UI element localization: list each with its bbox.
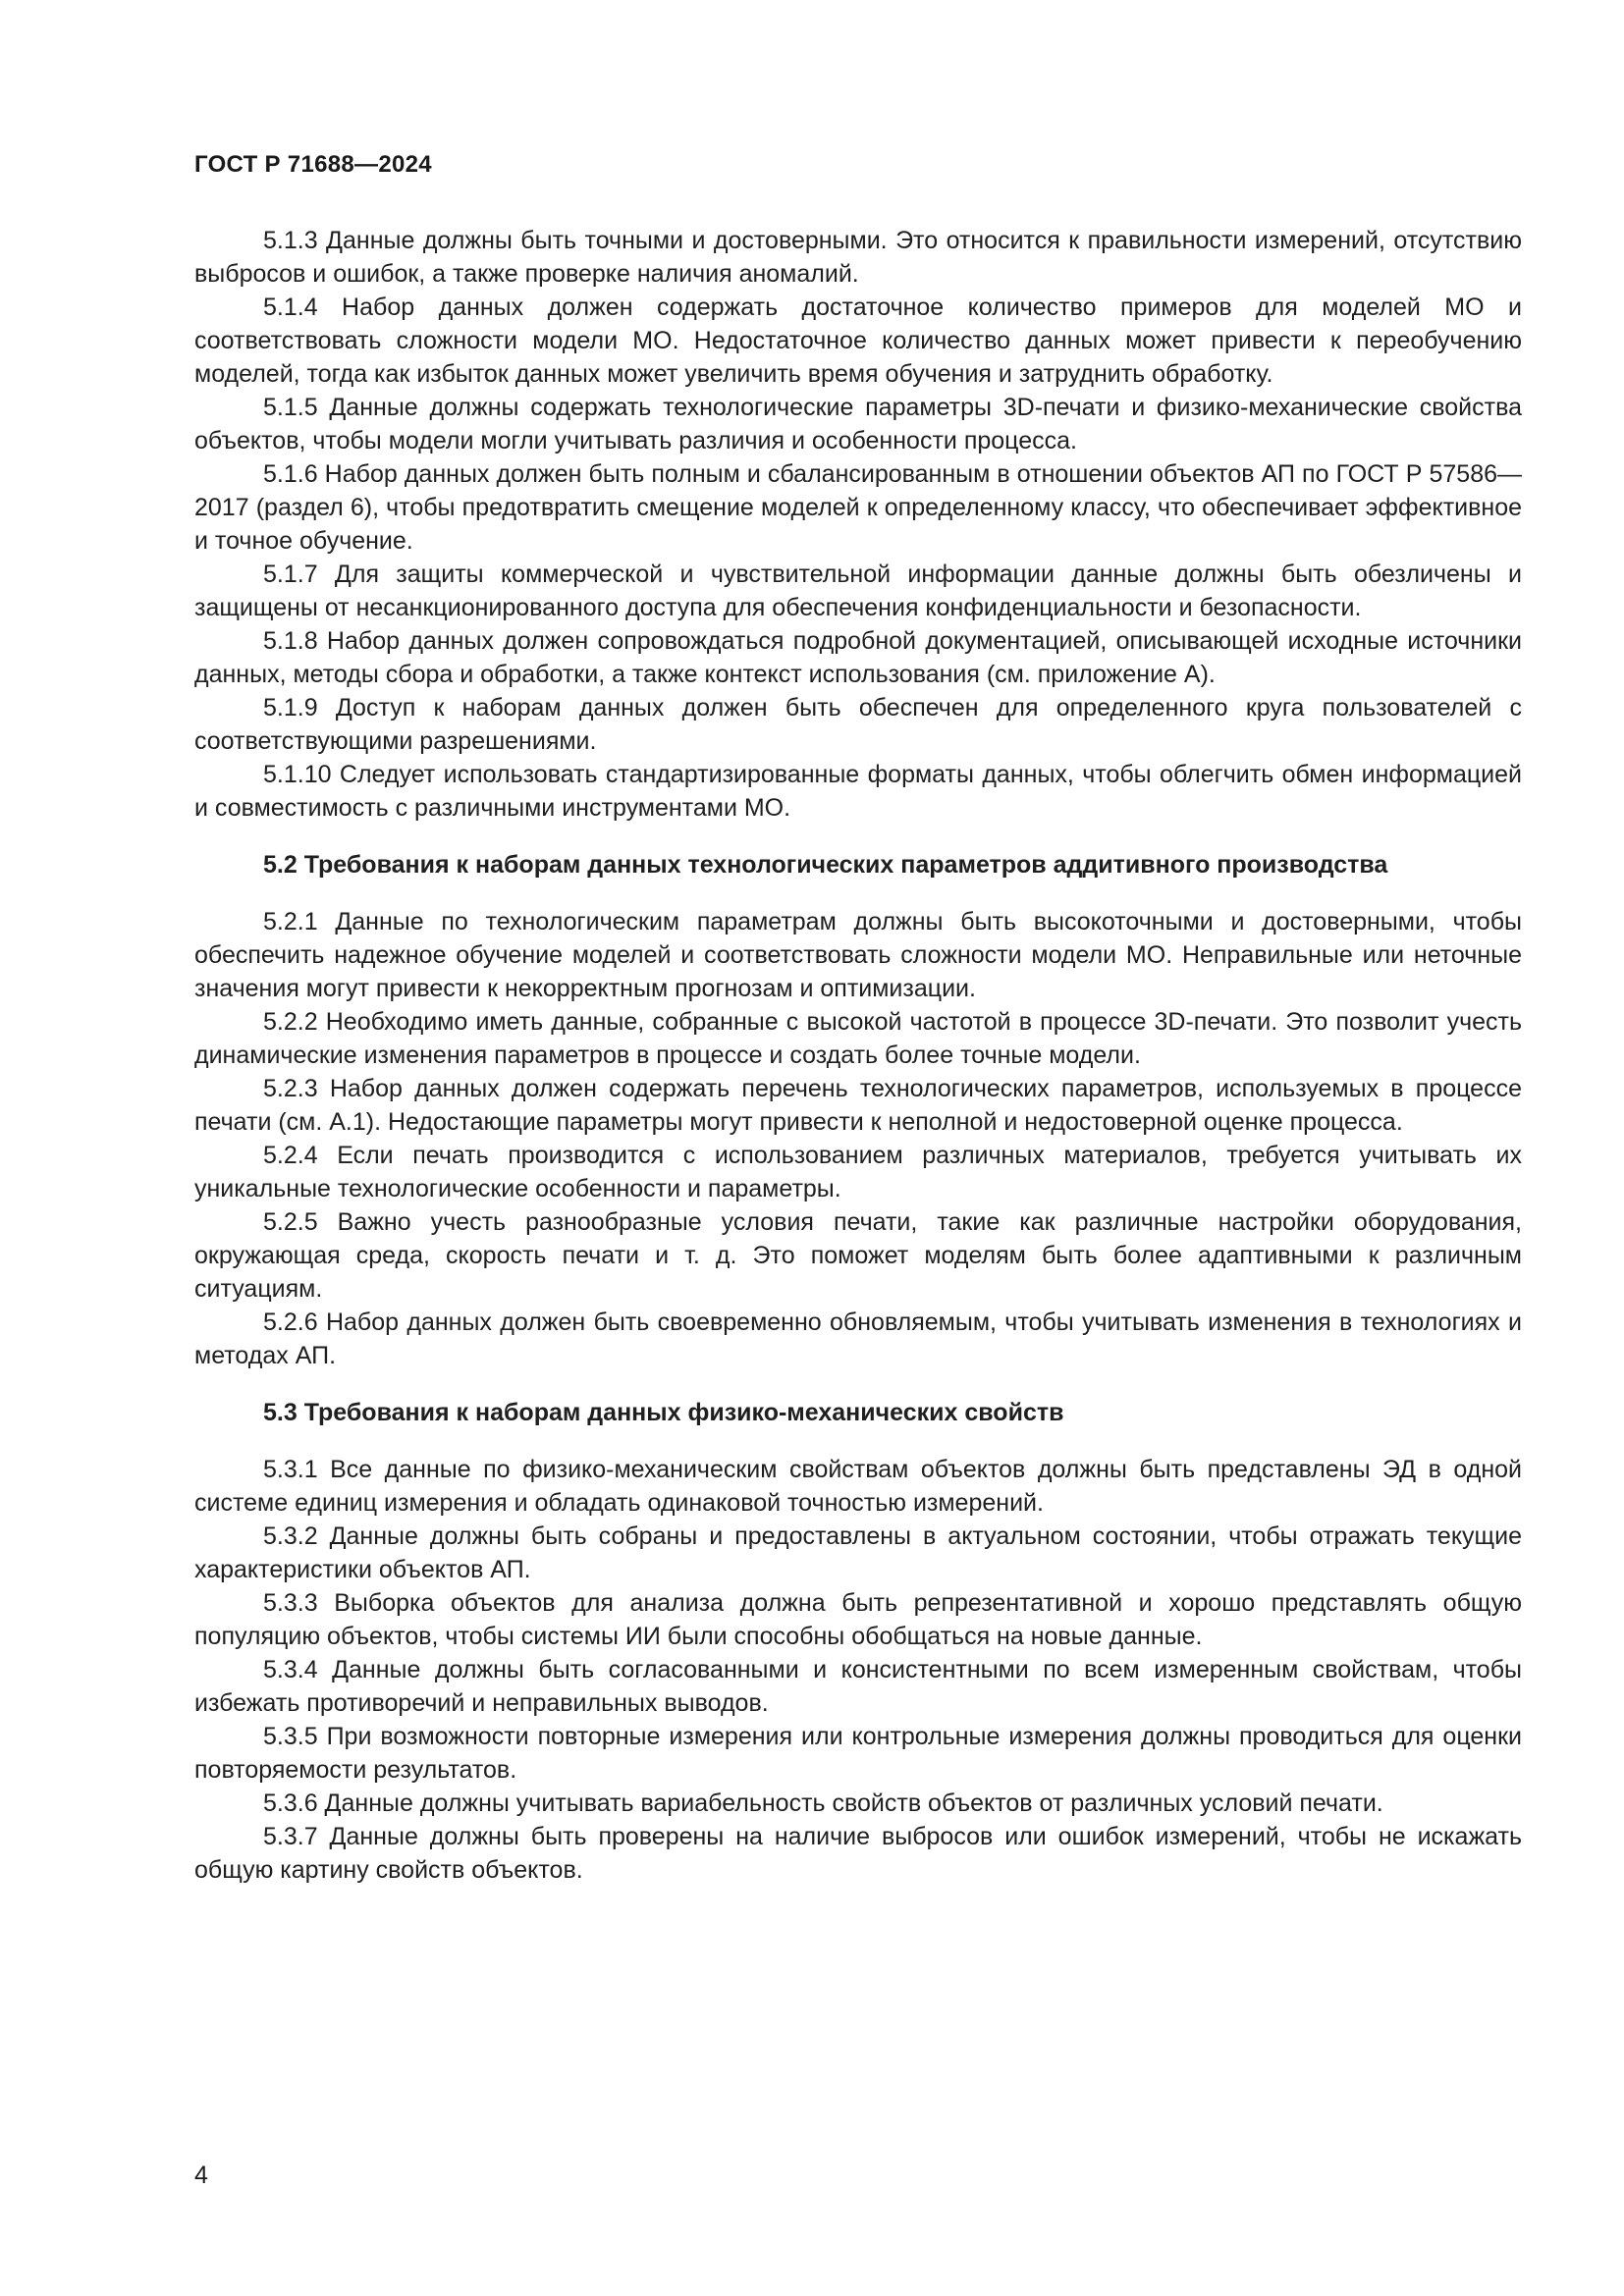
page-number: 4 (194, 2162, 208, 2189)
paragraph-5-3-2: 5.3.2 Данные должны быть собраны и предоставлены в актуальном состоянии, чтобы отражать текущие характеристики объектов АП. (194, 1522, 1522, 1583)
paragraph-5-2-6: 5.2.6 Набор данных должен быть своевременно обновляемым, чтобы учитывать изменения в технологиях и методах АП. (194, 1308, 1522, 1369)
paragraph-5-2-5: 5.2.5 Важно учесть разнообразные условия печати, такие как различные настройки оборудования, окружающая среда, скорость печати и т. д. Это поможет моделям быть более адаптивными к различным ситуациям. (194, 1208, 1522, 1303)
paragraph-5-2-1: 5.2.1 Данные по технологическим параметрам должны быть высокоточными и достоверными, чтобы обеспечить надежное обучение моделей и соответствовать сложности модели МО. Неправильные или неточные значения могут привести к некорректным прогнозам и оптимизации. (194, 908, 1522, 1002)
paragraph-5-1-9: 5.1.9 Доступ к наборам данных должен быть обеспечен для определенного круга пользователей с соответствующими разрешениями. (194, 694, 1522, 755)
paragraph-5-3-1: 5.3.1 Все данные по физико-механическим свойствам объектов должны быть представлены ЭД в одной системе единиц измерения и обладать одинаковой точностью измерений. (194, 1456, 1522, 1517)
section-heading-5-2: 5.2 Требования к наборам данных технологических параметров аддитивного производства (263, 851, 1388, 879)
paragraph-5-2-2: 5.2.2 Необходимо иметь данные, собранные с высокой частотой в процессе 3D-печати. Это позволит учесть динамические изменения параметров в процессе и создать более точные модели. (194, 1008, 1522, 1069)
paragraph-5-1-10: 5.1.10 Следует использовать стандартизированные форматы данных, чтобы облегчить обмен информацией и совместимость с различными инструментами МО. (194, 761, 1522, 822)
document-header: ГОСТ Р 71688—2024 (194, 151, 432, 178)
paragraph-5-1-3: 5.1.3 Данные должны быть точными и достоверными. Это относится к правильности измерений, отсутствию выбросов и ошибок, а также проверке наличия аномалий. (194, 227, 1522, 288)
paragraph-5-1-8: 5.1.8 Набор данных должен сопровождаться подробной документацией, описывающей исходные источники данных, методы сбора и обработки, а также контекст использования (см. приложение А). (194, 627, 1522, 688)
section-heading-5-3: 5.3 Требования к наборам данных физико-механических свойств (263, 1399, 1064, 1426)
paragraph-5-2-3: 5.2.3 Набор данных должен содержать перечень технологических параметров, используемых в процессе печати (см. А.1). Недостающие параметры могут привести к неполной и недостоверной оценке процесса. (194, 1075, 1522, 1136)
paragraph-5-1-6: 5.1.6 Набор данных должен быть полным и сбалансированным в отношении объектов АП по ГОСТ Р 57586—2017 (раздел 6), чтобы предотвратить смещение моделей к определенному классу, что обеспечивает эффективное и точное обучение. (194, 460, 1522, 555)
document-body (194, 224, 1522, 1887)
paragraph-5-3-4: 5.3.4 Данные должны быть согласованными и консистентными по всем измеренным свойствам, чтобы избежать противоречий и неправильных выводов. (194, 1656, 1522, 1717)
paragraph-5-3-6: 5.3.6 Данные должны учитывать вариабельность свойств объектов от различных условий печати. (263, 1789, 1383, 1817)
paragraph-5-1-7: 5.1.7 Для защиты коммерческой и чувствительной информации данные должны быть обезличены и защищены от несанкционированного доступа для обеспечения конфиденциальности и безопасности. (194, 561, 1522, 621)
paragraph-5-3-3: 5.3.3 Выборка объектов для анализа должна быть репрезентативной и хорошо представлять общую популяцию объектов, чтобы системы ИИ были способны обобщаться на новые данные. (194, 1589, 1522, 1650)
paragraph-5-3-7: 5.3.7 Данные должны быть проверены на наличие выбросов или ошибок измерений, чтобы не искажать общую картину свойств объектов. (194, 1823, 1522, 1884)
paragraph-5-1-4: 5.1.4 Набор данных должен содержать достаточное количество примеров для моделей МО и соответствовать сложности модели МО. Недостаточное количество данных может привести к переобучению моделей, тогда как избыток данных может увеличить время обучения и затруднить обработку. (194, 294, 1522, 388)
paragraph-5-2-4: 5.2.4 Если печать производится с использованием различных материалов, требуется учитывать их уникальные технологические особенности и параметры. (194, 1142, 1522, 1202)
paragraph-5-1-5: 5.1.5 Данные должны содержать технологические параметры 3D-печати и физико-механические свойства объектов, чтобы модели могли учитывать различия и особенности процесса. (194, 394, 1522, 454)
paragraph-5-3-5: 5.3.5 При возможности повторные измерения или контрольные измерения должны проводиться для оценки повторяемости результатов. (194, 1723, 1522, 1784)
